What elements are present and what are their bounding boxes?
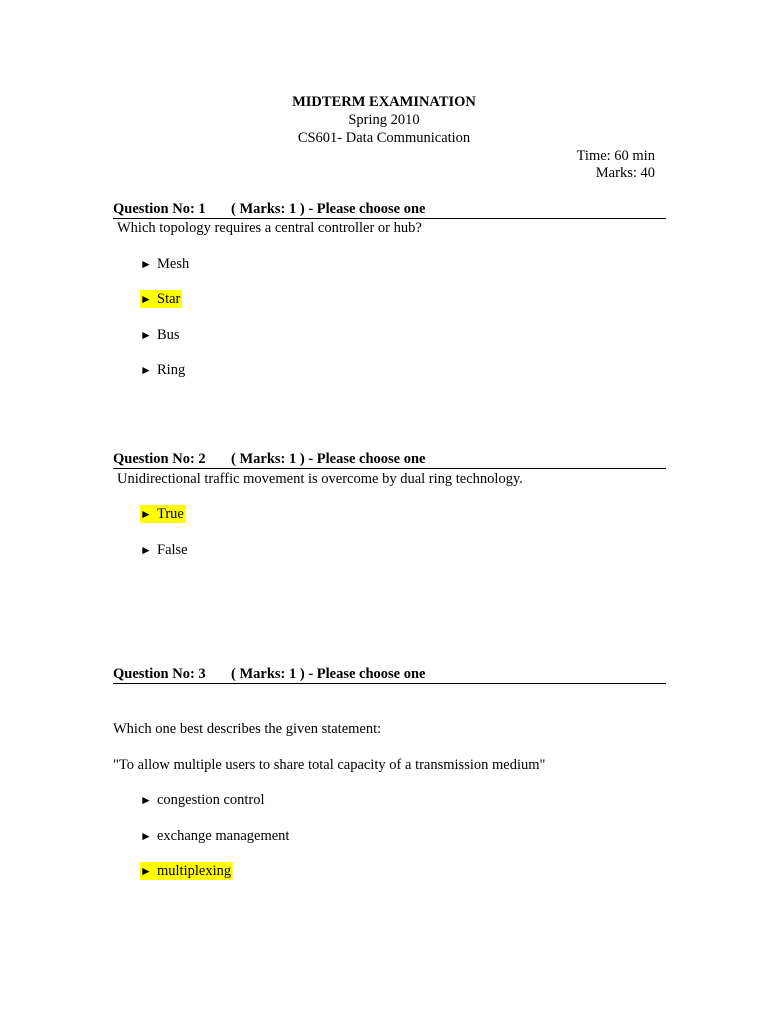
question-2-text: Unidirectional traffic movement is overcome by dual ring technology. xyxy=(117,471,523,487)
option-star-selected[interactable] xyxy=(140,290,182,308)
arrow-right-icon: ► xyxy=(140,363,152,377)
question-3-header xyxy=(113,666,666,684)
option-label: congestion control xyxy=(157,792,265,808)
option-label: Mesh xyxy=(157,256,190,272)
option-label: multiplexing xyxy=(157,863,232,879)
arrow-right-icon: ► xyxy=(140,257,152,271)
exam-term: Spring 2010 xyxy=(348,112,420,128)
question-number: Question No: 3 xyxy=(113,666,206,682)
question-number: Question No: 1 xyxy=(113,201,206,217)
arrow-right-icon: ► xyxy=(140,793,152,807)
option-label: Ring xyxy=(157,362,186,378)
question-1-text: Which topology requires a central controller or hub? xyxy=(117,220,422,236)
question-marks: ( Marks: 1 ) - Please choose one xyxy=(231,666,426,682)
option-exchange-management[interactable] xyxy=(140,827,289,845)
question-marks: ( Marks: 1 ) - Please choose one xyxy=(231,451,426,467)
option-multiplexing-selected[interactable] xyxy=(140,862,233,880)
arrow-right-icon: ► xyxy=(140,328,152,342)
arrow-right-icon: ► xyxy=(140,507,152,521)
arrow-right-icon: ► xyxy=(140,543,152,557)
question-2-header xyxy=(113,451,666,469)
option-true-selected[interactable] xyxy=(140,505,186,523)
option-ring[interactable] xyxy=(140,361,185,379)
course-title: CS601- Data Communication xyxy=(297,130,471,146)
time-limit: Time: 60 min xyxy=(576,148,655,164)
arrow-right-icon: ► xyxy=(140,292,152,306)
question-number: Question No: 2 xyxy=(113,451,206,467)
question-marks: ( Marks: 1 ) - Please choose one xyxy=(231,201,426,217)
option-label: exchange management xyxy=(157,828,290,844)
arrow-right-icon: ► xyxy=(140,864,152,878)
question-1-header xyxy=(113,201,666,219)
option-label: Bus xyxy=(157,327,180,343)
option-label: Star xyxy=(157,291,181,307)
option-congestion-control[interactable] xyxy=(140,791,265,809)
option-label: False xyxy=(157,542,188,558)
option-label: True xyxy=(157,506,184,522)
total-marks: Marks: 40 xyxy=(595,165,655,181)
option-bus[interactable] xyxy=(140,326,180,344)
option-false[interactable] xyxy=(140,541,188,559)
question-3-text: Which one best describes the given statement: xyxy=(113,721,382,737)
arrow-right-icon: ► xyxy=(140,829,152,843)
option-mesh[interactable] xyxy=(140,255,189,273)
exam-title: MIDTERM EXAMINATION xyxy=(292,94,476,110)
question-3-statement: "To allow multiple users to share total capacity of a transmission medium" xyxy=(113,757,546,773)
